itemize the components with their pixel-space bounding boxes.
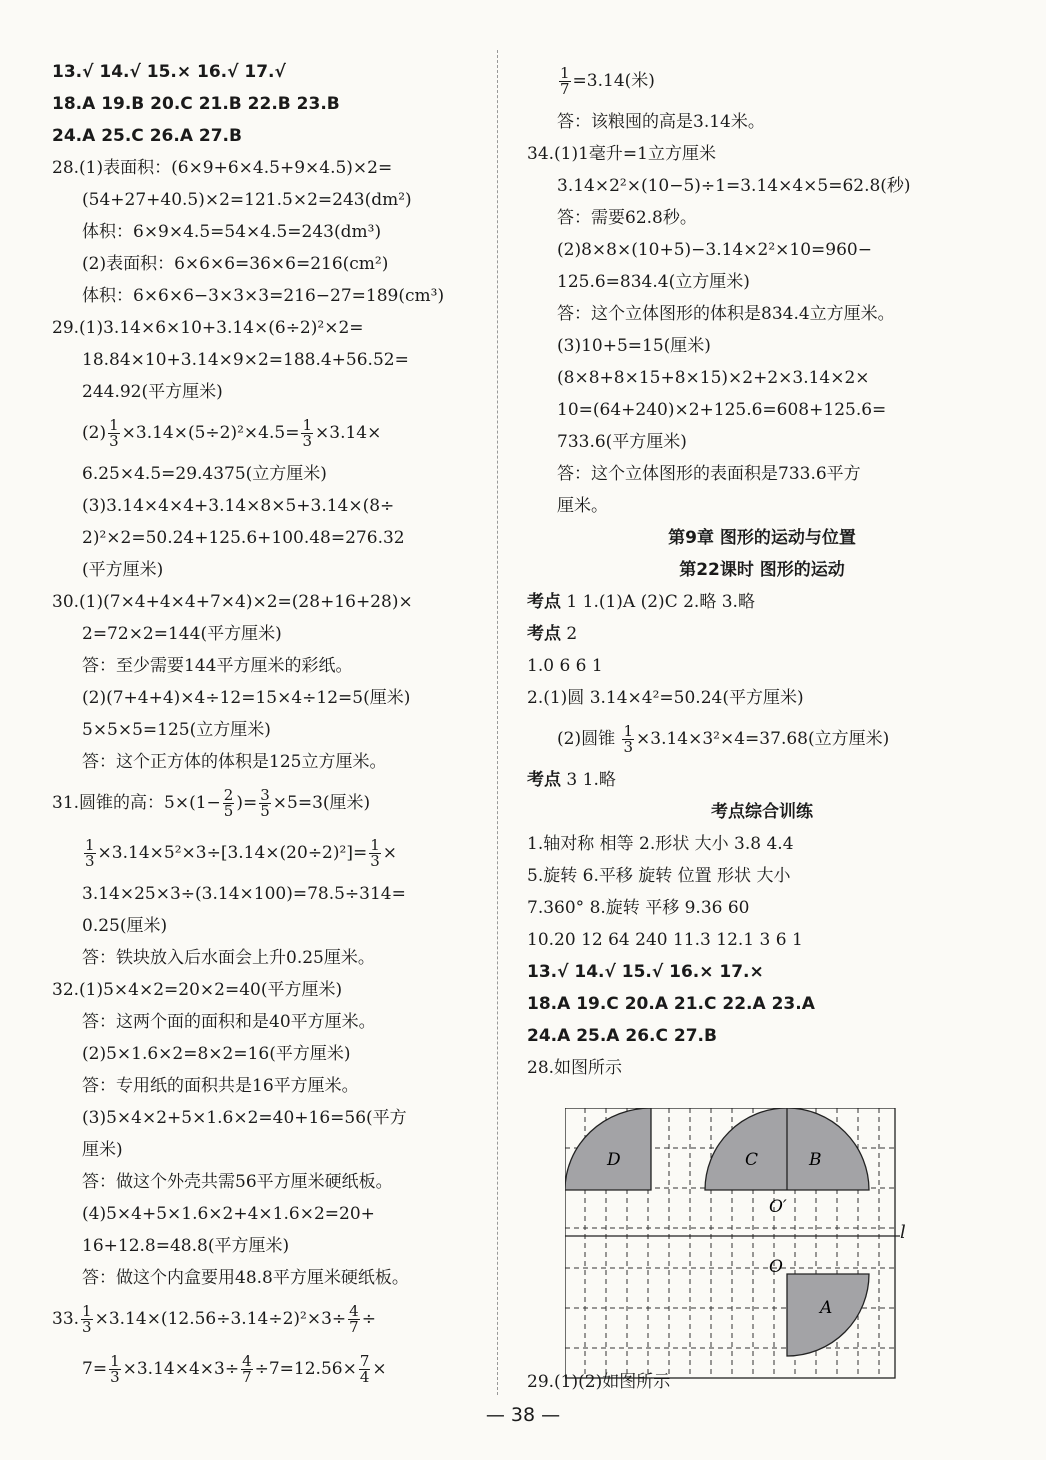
q32-line: 答：做这个内盒要用48.8平方厘米硬纸板。: [82, 1268, 409, 1288]
label-c: C: [745, 1150, 759, 1170]
fraction: $\frac{1}{3}$: [623, 722, 634, 756]
lesson-heading: 第22课时 图形的运动: [679, 560, 845, 580]
training-line: 24.A 25.A 26.C 27.B: [527, 1026, 717, 1046]
q32-line: 答：专用纸的面积共是16平方厘米。: [82, 1076, 359, 1096]
q29-line: 244.92(平方厘米): [82, 382, 223, 402]
fraction: $\frac{2}{5}$: [223, 786, 234, 820]
fraction: $\frac{7}{4}$: [359, 1352, 370, 1386]
q29-line: 2)²×2=50.24+125.6+100.48=276.32: [82, 528, 405, 548]
q30-line: (2)(7+4+4)×4÷12=15×4÷12=5(厘米): [82, 688, 411, 708]
label-d: D: [607, 1150, 621, 1170]
q33-fraction-line: 7= $\frac{1}{3}$ ×3.14×4×3÷ $\frac{4}{7}$ ÷7=12.56× $\frac{7}{4}$ ×: [82, 1352, 387, 1386]
training-line: 10.20 12 64 240 11.3 12.1 3 6 1: [527, 930, 803, 950]
kaodian-2: 考点 2: [527, 624, 578, 644]
label-a: A: [820, 1298, 833, 1318]
q31-line: 答：铁块放入后水面会上升0.25厘米。: [82, 948, 375, 968]
q30-line: 2=72×2=144(平方厘米): [82, 624, 282, 644]
q28-line: (54+27+40.5)×2=121.5×2=243(dm²): [82, 190, 412, 210]
fraction: $\frac{1}{3}$: [110, 1352, 120, 1386]
q30-line: 答：至少需要144平方厘米的彩纸。: [82, 656, 353, 676]
q32-line: 厘米): [82, 1140, 123, 1160]
q31-fraction-line: 31.圆锥的高：5×(1− $\frac{2}{5}$ )= $\frac{3}{5}$ ×5=3(厘米): [52, 786, 371, 820]
training-line: 1.轴对称 相等 2.形状 大小 3.8 4.4: [527, 834, 794, 854]
left-column: [52, 56, 482, 1394]
q28-line: 28.(1)表面积：(6×9+6×4.5+9×4.5)×2=: [52, 158, 393, 178]
answer-line: 24.A 25.C 26.A 27.B: [52, 126, 242, 146]
training-heading: 考点综合训练: [711, 802, 813, 822]
q30-line: 5×5×5=125(立方厘米): [82, 720, 271, 740]
fraction: $\frac{1}{3}$: [370, 836, 380, 870]
q34-line: 733.6(平方厘米): [557, 432, 687, 452]
label-b: B: [809, 1150, 822, 1170]
q32-line: 32.(1)5×4×2=20×2=40(平方厘米): [52, 980, 343, 1000]
fraction: $\frac{1}{7}$: [560, 64, 570, 98]
chapter-heading: 第9章 图形的运动与位置: [668, 528, 856, 548]
kaodian-2-line: 1.0 6 6 1: [527, 656, 603, 676]
q28-line: (2)表面积：6×6×6=36×6=216(cm²): [82, 254, 389, 274]
q34-line: 答：这个立体图形的体积是834.4立方厘米。: [557, 304, 895, 324]
training-line: 28.如图所示: [527, 1058, 623, 1078]
q29-line: 29.(1)(2)如图所示: [527, 1372, 671, 1392]
q34-line: 答：需要62.8秒。: [557, 208, 697, 228]
q32-line: 答：做这个外壳共需56平方厘米硬纸板。: [82, 1172, 393, 1192]
q29-line: 18.84×10+3.14×9×2=188.4+56.52=: [82, 350, 409, 370]
kaodian-2-fraction-line: (2)圆锥 $\frac{1}{3}$ ×3.14×3²×4=37.68(立方厘米): [557, 722, 890, 756]
label-o-prime: O′: [769, 1197, 787, 1217]
q31-fraction-line: $\frac{1}{3}$ ×3.14×5²×3÷[3.14×(20÷2)²]= $\frac{1}{3}$ ×: [85, 836, 397, 870]
q34-line: 3.14×2²×(10−5)÷1=3.14×4×5=62.8(秒): [557, 176, 911, 196]
right-column: [527, 56, 997, 1084]
training-line: 5.旋转 6.平移 旋转 位置 形状 大小: [527, 866, 791, 886]
fraction: $\frac{1}{3}$: [302, 416, 313, 450]
q29-line: 6.25×4.5=29.4375(立方厘米): [82, 464, 327, 484]
kaodian-3: 考点 3 1.略: [527, 770, 616, 790]
answer-line: 18.A 19.B 20.C 21.B 22.B 23.B: [52, 94, 340, 114]
q32-line: 16+12.8=48.8(平方厘米): [82, 1236, 290, 1256]
q34-line: 125.6=834.4(立方厘米): [557, 272, 750, 292]
q29-fraction-line: (2) $\frac{1}{3}$ ×3.14×(5÷2)²×4.5= $\frac{1}{3}$ ×3.14×: [82, 416, 382, 450]
q28-line: 体积：6×9×4.5=54×4.5=243(dm³): [82, 222, 382, 242]
q32-line: (2)5×1.6×2=8×2=16(平方厘米): [82, 1044, 351, 1064]
label-l: l: [900, 1222, 906, 1243]
q29-line: (3)3.14×4×4+3.14×8×5+3.14×(8÷: [82, 496, 395, 516]
q32-line: (4)5×4+5×1.6×2+4×1.6×2=20+: [82, 1204, 375, 1224]
q30-line: 30.(1)(7×4+4×4+7×4)×2=(28+16+28)×: [52, 592, 413, 612]
page-number: — 38 —: [485, 1404, 561, 1426]
q29-line: 29.(1)3.14×6×10+3.14×(6÷2)²×2=: [52, 318, 364, 338]
q34-line: (3)10+5=15(厘米): [557, 336, 711, 356]
kaodian-1: 考点 1 1.(1)A (2)C 2.略 3.略: [527, 592, 755, 612]
q32-line: 答：这两个面的面积和是40平方厘米。: [82, 1012, 376, 1032]
q31-line: 0.25(厘米): [82, 916, 168, 936]
q33-fraction-line: 33. $\frac{1}{3}$ ×3.14×(12.56÷3.14÷2)²×3÷ $\frac{4}{7}$ ÷: [52, 1302, 376, 1336]
fraction: $\frac{1}{3}$: [85, 836, 95, 870]
column-divider: [497, 50, 498, 1395]
training-line: 18.A 19.C 20.A 21.C 22.A 23.A: [527, 994, 815, 1014]
q34-line: (2)8×8×(10+5)−3.14×2²×10=960−: [557, 240, 872, 260]
shape-d: [565, 1108, 651, 1190]
grid-figure: [565, 1108, 900, 1388]
training-line: 7.360° 8.旋转 平移 9.36 60: [527, 898, 750, 918]
q33-line: 答：该粮囤的高是3.14米。: [557, 112, 765, 132]
answer-line: 13.√ 14.√ 15.× 16.√ 17.√: [52, 62, 286, 82]
q34-line: 厘米。: [557, 496, 608, 516]
q34-line: 10=(64+240)×2+125.6=608+125.6=: [557, 400, 887, 420]
label-o: O: [769, 1257, 783, 1277]
training-line: 13.√ 14.√ 15.√ 16.× 17.×: [527, 962, 764, 982]
q28-line: 体积：6×6×6−3×3×3=216−27=189(cm³): [82, 286, 445, 306]
q31-line: 3.14×25×3÷(3.14×100)=78.5÷314=: [82, 884, 406, 904]
fraction: $\frac{4}{7}$: [242, 1352, 252, 1386]
fraction: $\frac{1}{3}$: [82, 1302, 92, 1336]
q33-fraction-line: $\frac{1}{7}$ =3.14(米): [560, 64, 655, 98]
q34-line: 答：这个立体图形的表面积是733.6平方: [557, 464, 861, 484]
fraction: $\frac{4}{7}$: [349, 1302, 359, 1336]
q34-line: 34.(1)1毫升=1立方厘米: [527, 144, 716, 164]
q30-line: 答：这个正方体的体积是125立方厘米。: [82, 752, 387, 772]
q29-line: (平方厘米): [82, 560, 164, 580]
fraction: $\frac{1}{3}$: [109, 416, 119, 450]
fraction: $\frac{3}{5}$: [260, 786, 270, 820]
kaodian-2-line: 2.(1)圆 3.14×4²=50.24(平方厘米): [527, 688, 804, 708]
q34-line: (8×8+8×15+8×15)×2+2×3.14×2×: [557, 368, 870, 388]
q32-line: (3)5×4×2+5×1.6×2=40+16=56(平方: [82, 1108, 407, 1128]
